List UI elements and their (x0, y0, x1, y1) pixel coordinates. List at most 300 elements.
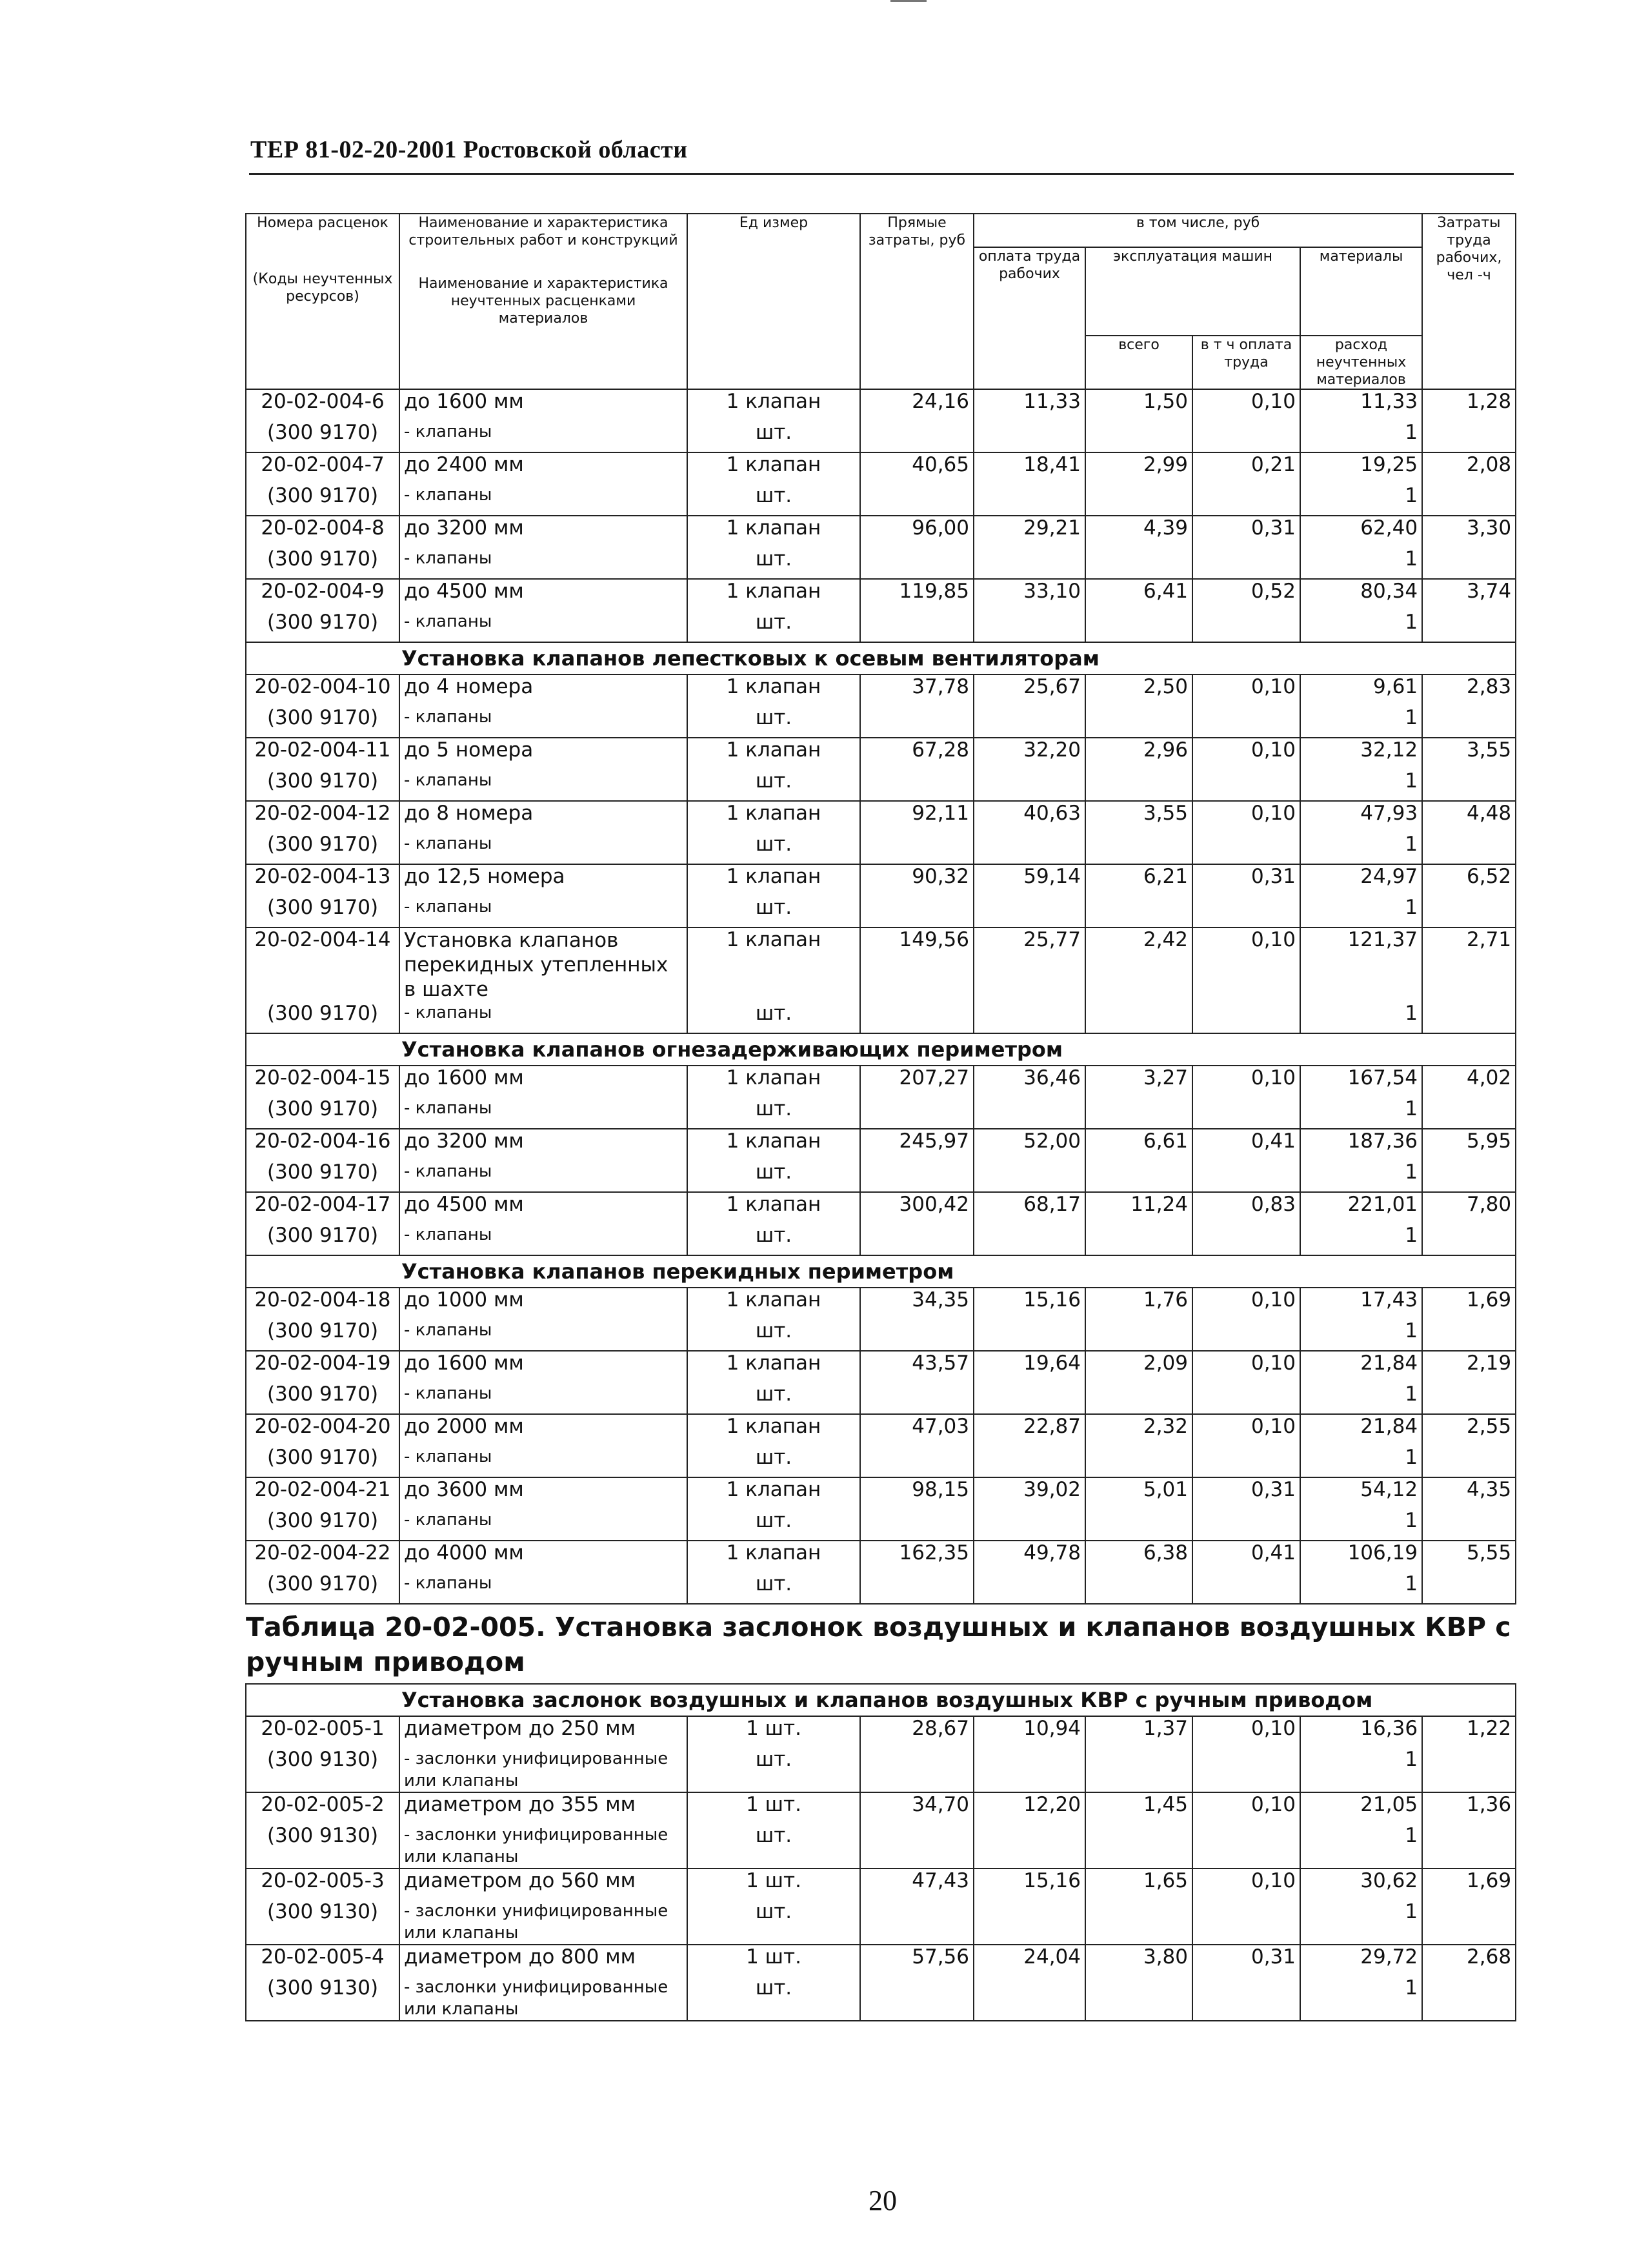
rate-materials: 16,36 (1300, 1716, 1422, 1748)
resource-unit: шт. (687, 421, 860, 452)
resource-row (246, 1748, 1516, 1792)
resource-name: - клапаны (399, 1160, 687, 1192)
resource-code: (300 9170) (246, 706, 399, 738)
rate-machines-total: 3,55 (1085, 801, 1192, 833)
empty-cell (1422, 1224, 1516, 1255)
rate-labor: 4,48 (1422, 801, 1516, 833)
empty-cell (860, 896, 974, 927)
rate-wage: 52,00 (974, 1129, 1085, 1160)
rate-name: до 8 номера (399, 801, 687, 833)
resource-quantity: 1 (1300, 896, 1422, 927)
rate-unit: 1 шт. (687, 1868, 860, 1900)
rate-machines-wage: 0,41 (1192, 1129, 1300, 1160)
resource-quantity: 1 (1300, 833, 1422, 864)
resource-code: (300 9170) (246, 611, 399, 642)
page-number: 20 (869, 2185, 897, 2216)
resource-unit: шт. (687, 1319, 860, 1351)
resource-code: (300 9170) (246, 1382, 399, 1414)
rate-row (246, 1716, 1516, 1748)
rate-machines-wage: 0,31 (1192, 516, 1300, 547)
empty-cell (974, 833, 1085, 864)
resource-name: - клапаны (399, 484, 687, 516)
resource-row (246, 484, 1516, 516)
table-title: Таблица 20-02-005. Установка заслонок воздушных и клапанов воздушных КВР с ручным приводом (246, 1604, 1516, 1684)
rate-unit: 1 клапан (687, 1414, 860, 1446)
resource-name: - клапаны (399, 1382, 687, 1414)
empty-cell (1192, 769, 1300, 801)
resource-code: (300 9130) (246, 1900, 399, 1945)
rate-labor: 1,69 (1422, 1288, 1516, 1319)
rate-code: 20-02-004-19 (246, 1351, 399, 1382)
empty-cell (860, 1976, 974, 2021)
resource-name: - клапаны (399, 706, 687, 738)
resource-name: - клапаны (399, 833, 687, 864)
col-name-label: Наименование и характеристика строительных работ и конструкций (408, 215, 678, 248)
resource-unit: шт. (687, 1446, 860, 1477)
rate-machines-total: 6,61 (1085, 1129, 1192, 1160)
empty-cell (860, 547, 974, 579)
resource-row (246, 1224, 1516, 1255)
empty-cell (974, 547, 1085, 579)
empty-cell (860, 1748, 974, 1792)
empty-cell (1422, 896, 1516, 927)
empty-cell (1085, 1319, 1192, 1351)
resource-code: (300 9130) (246, 1748, 399, 1792)
rate-code: 20-02-005-3 (246, 1868, 399, 1900)
resource-row (246, 1824, 1516, 1868)
rate-materials: 54,12 (1300, 1477, 1422, 1509)
rate-unit: 1 клапан (687, 738, 860, 769)
resource-row (246, 1319, 1516, 1351)
rate-wage: 59,14 (974, 864, 1085, 896)
rate-wage: 15,16 (974, 1288, 1085, 1319)
rate-labor: 5,95 (1422, 1129, 1516, 1160)
rate-code: 20-02-004-6 (246, 389, 399, 421)
empty-cell (1422, 547, 1516, 579)
col-incl-header: в том числе, руб (974, 214, 1422, 247)
rate-name: до 3200 мм (399, 1129, 687, 1160)
rate-name: до 4000 мм (399, 1541, 687, 1572)
empty-cell (974, 1224, 1085, 1255)
rate-row (246, 674, 1516, 706)
rate-labor: 2,68 (1422, 1945, 1516, 1976)
table-title-row (246, 1604, 1516, 1684)
rate-wage: 25,77 (974, 927, 1085, 1002)
rate-machines-total: 4,39 (1085, 516, 1192, 547)
empty-cell (860, 706, 974, 738)
rate-labor: 4,02 (1422, 1066, 1516, 1097)
rate-machines-wage: 0,83 (1192, 1192, 1300, 1224)
empty-cell (1085, 484, 1192, 516)
rate-code: 20-02-004-18 (246, 1288, 399, 1319)
empty-cell (1422, 421, 1516, 452)
resource-unit: шт. (687, 1976, 860, 2021)
rate-machines-wage: 0,10 (1192, 1868, 1300, 1900)
section-row (246, 1033, 1516, 1066)
resource-code: (300 9170) (246, 484, 399, 516)
rate-unit: 1 клапан (687, 1192, 860, 1224)
rate-direct-cost: 98,15 (860, 1477, 974, 1509)
empty-cell (1192, 896, 1300, 927)
empty-cell (974, 1824, 1085, 1868)
rate-direct-cost: 162,35 (860, 1541, 974, 1572)
rate-machines-wage: 0,10 (1192, 738, 1300, 769)
empty-cell (974, 1097, 1085, 1129)
rate-materials: 30,62 (1300, 1868, 1422, 1900)
rate-row (246, 801, 1516, 833)
empty-cell (1192, 1824, 1300, 1868)
rate-row (246, 864, 1516, 896)
empty-cell (860, 1572, 974, 1604)
empty-cell (860, 1824, 974, 1868)
col-machines-wage-header: в т ч оплата труда (1192, 336, 1300, 389)
empty-cell (1422, 611, 1516, 642)
resource-quantity: 1 (1300, 769, 1422, 801)
rate-code: 20-02-004-15 (246, 1066, 399, 1097)
rate-code: 20-02-004-20 (246, 1414, 399, 1446)
resource-name: - клапаны (399, 1002, 687, 1033)
empty-cell (860, 1002, 974, 1033)
rate-unit: 1 клапан (687, 452, 860, 484)
resource-unit: шт. (687, 484, 860, 516)
empty-cell (1192, 1160, 1300, 1192)
empty-cell (1422, 1976, 1516, 2021)
resource-name: - заслонки унифицированные или клапаны (399, 1976, 687, 2021)
rate-direct-cost: 245,97 (860, 1129, 974, 1160)
resource-row (246, 1900, 1516, 1945)
resource-name: - заслонки унифицированные или клапаны (399, 1748, 687, 1792)
section-row (246, 1684, 1516, 1716)
empty-cell (1085, 1097, 1192, 1129)
empty-cell (1192, 1748, 1300, 1792)
empty-cell (1192, 1319, 1300, 1351)
rate-row (246, 1351, 1516, 1382)
rate-unit: 1 шт. (687, 1792, 860, 1824)
empty-cell (974, 1446, 1085, 1477)
resource-code: (300 9170) (246, 1572, 399, 1604)
rate-direct-cost: 34,70 (860, 1792, 974, 1824)
resource-name: - клапаны (399, 1224, 687, 1255)
rate-machines-total: 11,24 (1085, 1192, 1192, 1224)
resource-quantity: 1 (1300, 1446, 1422, 1477)
rate-name: до 4500 мм (399, 1192, 687, 1224)
col-code-sub-label: (Коды неучтенных ресурсов) (252, 271, 393, 305)
resource-quantity: 1 (1300, 1824, 1422, 1868)
empty-cell (1085, 1976, 1192, 2021)
resource-quantity: 1 (1300, 547, 1422, 579)
empty-cell (1085, 1224, 1192, 1255)
rate-machines-total: 1,37 (1085, 1716, 1192, 1748)
empty-cell (1422, 484, 1516, 516)
empty-cell (860, 484, 974, 516)
resource-name: - клапаны (399, 421, 687, 452)
resource-unit: шт. (687, 769, 860, 801)
empty-cell (1422, 1446, 1516, 1477)
empty-cell (1085, 1748, 1192, 1792)
rate-wage: 22,87 (974, 1414, 1085, 1446)
rate-labor: 1,36 (1422, 1792, 1516, 1824)
empty-cell (1422, 1509, 1516, 1541)
empty-cell (1192, 484, 1300, 516)
rate-name: до 3600 мм (399, 1477, 687, 1509)
resource-code: (300 9170) (246, 1097, 399, 1129)
empty-cell (1085, 611, 1192, 642)
rate-wage: 11,33 (974, 389, 1085, 421)
table-header (246, 214, 1516, 389)
resource-name: - клапаны (399, 1097, 687, 1129)
empty-cell (860, 611, 974, 642)
resource-code: (300 9170) (246, 896, 399, 927)
rate-labor: 4,35 (1422, 1477, 1516, 1509)
rate-unit: 1 клапан (687, 674, 860, 706)
rate-machines-total: 6,21 (1085, 864, 1192, 896)
empty-cell (860, 769, 974, 801)
rate-labor: 2,83 (1422, 674, 1516, 706)
resource-row (246, 769, 1516, 801)
empty-cell (974, 896, 1085, 927)
rate-code: 20-02-004-9 (246, 579, 399, 611)
rate-machines-total: 2,32 (1085, 1414, 1192, 1446)
rate-wage: 19,64 (974, 1351, 1085, 1382)
col-name-header (399, 214, 687, 389)
empty-cell (1085, 421, 1192, 452)
empty-cell (974, 1509, 1085, 1541)
resource-unit: шт. (687, 1002, 860, 1033)
rate-code: 20-02-004-8 (246, 516, 399, 547)
resource-name: - заслонки унифицированные или клапаны (399, 1900, 687, 1945)
rate-materials: 24,97 (1300, 864, 1422, 896)
resource-name: - клапаны (399, 769, 687, 801)
rate-unit: 1 клапан (687, 927, 860, 1002)
rate-machines-wage: 0,41 (1192, 1541, 1300, 1572)
rate-direct-cost: 37,78 (860, 674, 974, 706)
rate-name: диаметром до 800 мм (399, 1945, 687, 1976)
empty-cell (1192, 1976, 1300, 2021)
empty-cell (1192, 1446, 1300, 1477)
resource-unit: шт. (687, 1824, 860, 1868)
rate-direct-cost: 40,65 (860, 452, 974, 484)
rate-code: 20-02-004-14 (246, 927, 399, 1002)
rate-labor: 2,19 (1422, 1351, 1516, 1382)
rate-code: 20-02-005-2 (246, 1792, 399, 1824)
rate-materials: 17,43 (1300, 1288, 1422, 1319)
rate-machines-total: 2,42 (1085, 927, 1192, 1002)
resource-row (246, 547, 1516, 579)
rate-row (246, 516, 1516, 547)
rate-name: Установка клапанов перекидных утепленных в шахте (399, 927, 687, 1002)
rate-machines-total: 1,76 (1085, 1288, 1192, 1319)
resource-unit: шт. (687, 1572, 860, 1604)
resource-row (246, 1382, 1516, 1414)
rate-unit: 1 клапан (687, 864, 860, 896)
rates-table (245, 213, 1516, 2021)
rate-materials: 11,33 (1300, 389, 1422, 421)
rate-code: 20-02-004-16 (246, 1129, 399, 1160)
empty-cell (1192, 1382, 1300, 1414)
resource-row (246, 1976, 1516, 2021)
empty-cell (1085, 1509, 1192, 1541)
empty-cell (1085, 833, 1192, 864)
rate-labor: 1,69 (1422, 1868, 1516, 1900)
rate-unit: 1 шт. (687, 1945, 860, 1976)
resource-name: - клапаны (399, 611, 687, 642)
section-heading: Установка заслонок воздушных и клапанов воздушных КВР с ручным приводом (246, 1684, 1516, 1716)
rate-machines-wage: 0,10 (1192, 1716, 1300, 1748)
rate-materials: 187,36 (1300, 1129, 1422, 1160)
empty-cell (860, 421, 974, 452)
resource-name: - клапаны (399, 1572, 687, 1604)
rate-wage: 49,78 (974, 1541, 1085, 1572)
empty-cell (974, 1319, 1085, 1351)
rate-labor: 7,80 (1422, 1192, 1516, 1224)
rate-machines-wage: 0,52 (1192, 579, 1300, 611)
resource-unit: шт. (687, 1748, 860, 1792)
section-heading: Установка клапанов лепестковых к осевым вентиляторам (246, 642, 1516, 674)
rate-direct-cost: 207,27 (860, 1066, 974, 1097)
rate-machines-wage: 0,10 (1192, 1066, 1300, 1097)
rate-code: 20-02-004-13 (246, 864, 399, 896)
empty-cell (1085, 1446, 1192, 1477)
resource-code: (300 9170) (246, 769, 399, 801)
rate-machines-total: 2,50 (1085, 674, 1192, 706)
rate-row (246, 389, 1516, 421)
empty-cell (974, 611, 1085, 642)
empty-cell (1192, 1002, 1300, 1033)
rate-materials: 62,40 (1300, 516, 1422, 547)
empty-cell (1085, 1160, 1192, 1192)
resource-code: (300 9170) (246, 1446, 399, 1477)
rate-direct-cost: 90,32 (860, 864, 974, 896)
rate-name: до 4 номера (399, 674, 687, 706)
resource-unit: шт. (687, 1224, 860, 1255)
rate-direct-cost: 28,67 (860, 1716, 974, 1748)
resource-unit: шт. (687, 1509, 860, 1541)
col-machines-header: эксплуатация машин (1085, 247, 1300, 336)
rate-materials: 21,84 (1300, 1414, 1422, 1446)
rate-code: 20-02-004-21 (246, 1477, 399, 1509)
empty-cell (974, 769, 1085, 801)
section-row (246, 642, 1516, 674)
col-materials-header: материалы (1300, 247, 1422, 336)
rate-machines-wage: 0,10 (1192, 1414, 1300, 1446)
rate-unit: 1 клапан (687, 1288, 860, 1319)
rate-name: до 1600 мм (399, 389, 687, 421)
empty-cell (860, 1900, 974, 1945)
empty-cell (1192, 833, 1300, 864)
resource-quantity: 1 (1300, 1002, 1422, 1033)
rate-labor: 1,22 (1422, 1716, 1516, 1748)
rate-unit: 1 клапан (687, 579, 860, 611)
rate-name: до 1000 мм (399, 1288, 687, 1319)
rate-name: до 1600 мм (399, 1066, 687, 1097)
resource-name: - клапаны (399, 1446, 687, 1477)
resource-unit: шт. (687, 896, 860, 927)
scan-top-mark (890, 0, 927, 2)
rate-machines-total: 2,99 (1085, 452, 1192, 484)
rate-labor: 1,28 (1422, 389, 1516, 421)
rate-labor: 2,08 (1422, 452, 1516, 484)
empty-cell (860, 1446, 974, 1477)
rate-unit: 1 клапан (687, 1477, 860, 1509)
empty-cell (1085, 1002, 1192, 1033)
resource-quantity: 1 (1300, 1748, 1422, 1792)
resource-quantity: 1 (1300, 1382, 1422, 1414)
rate-wage: 24,04 (974, 1945, 1085, 1976)
empty-cell (974, 706, 1085, 738)
rate-direct-cost: 43,57 (860, 1351, 974, 1382)
rate-materials: 121,37 (1300, 927, 1422, 1002)
empty-cell (1422, 1319, 1516, 1351)
empty-cell (974, 1748, 1085, 1792)
resource-row (246, 1509, 1516, 1541)
rate-direct-cost: 57,56 (860, 1945, 974, 1976)
rate-row (246, 738, 1516, 769)
resource-code: (300 9170) (246, 421, 399, 452)
empty-cell (1085, 896, 1192, 927)
resource-name: - заслонки унифицированные или клапаны (399, 1824, 687, 1868)
rate-unit: 1 клапан (687, 389, 860, 421)
rate-direct-cost: 34,35 (860, 1288, 974, 1319)
rate-name: до 3200 мм (399, 516, 687, 547)
empty-cell (1085, 1572, 1192, 1604)
rate-wage: 36,46 (974, 1066, 1085, 1097)
rate-direct-cost: 47,43 (860, 1868, 974, 1900)
resource-code: (300 9170) (246, 1509, 399, 1541)
resource-row (246, 1002, 1516, 1033)
rate-materials: 9,61 (1300, 674, 1422, 706)
rate-direct-cost: 96,00 (860, 516, 974, 547)
empty-cell (860, 1509, 974, 1541)
rate-materials: 80,34 (1300, 579, 1422, 611)
resource-quantity: 1 (1300, 1509, 1422, 1541)
resource-quantity: 1 (1300, 1097, 1422, 1129)
rate-unit: 1 клапан (687, 801, 860, 833)
rate-machines-total: 6,41 (1085, 579, 1192, 611)
resource-quantity: 1 (1300, 1976, 1422, 2021)
col-wage-header: оплата труда рабочих (974, 247, 1085, 389)
rate-direct-cost: 149,56 (860, 927, 974, 1002)
empty-cell (1422, 706, 1516, 738)
rate-materials: 106,19 (1300, 1541, 1422, 1572)
empty-cell (1192, 1097, 1300, 1129)
rate-row (246, 579, 1516, 611)
empty-cell (1422, 1572, 1516, 1604)
resource-name: - клапаны (399, 547, 687, 579)
col-labor-header: Затраты труда рабочих, чел -ч (1422, 214, 1516, 389)
rate-labor: 2,71 (1422, 927, 1516, 1002)
resource-unit: шт. (687, 1382, 860, 1414)
resource-quantity: 1 (1300, 611, 1422, 642)
resource-code: (300 9170) (246, 1002, 399, 1033)
empty-cell (974, 1976, 1085, 2021)
rate-direct-cost: 119,85 (860, 579, 974, 611)
rate-row (246, 1792, 1516, 1824)
resource-row (246, 1446, 1516, 1477)
col-name-sub-label: Наименование и характеристика неучтенных расценками материалов (418, 276, 668, 327)
rate-materials: 21,05 (1300, 1792, 1422, 1824)
rate-row (246, 1129, 1516, 1160)
rate-machines-total: 3,80 (1085, 1945, 1192, 1976)
resource-row (246, 1572, 1516, 1604)
rate-wage: 39,02 (974, 1477, 1085, 1509)
empty-cell (1422, 1900, 1516, 1945)
empty-cell (974, 484, 1085, 516)
rate-wage: 18,41 (974, 452, 1085, 484)
rate-code: 20-02-004-12 (246, 801, 399, 833)
resource-row (246, 1097, 1516, 1129)
rate-row (246, 1541, 1516, 1572)
empty-cell (1085, 547, 1192, 579)
